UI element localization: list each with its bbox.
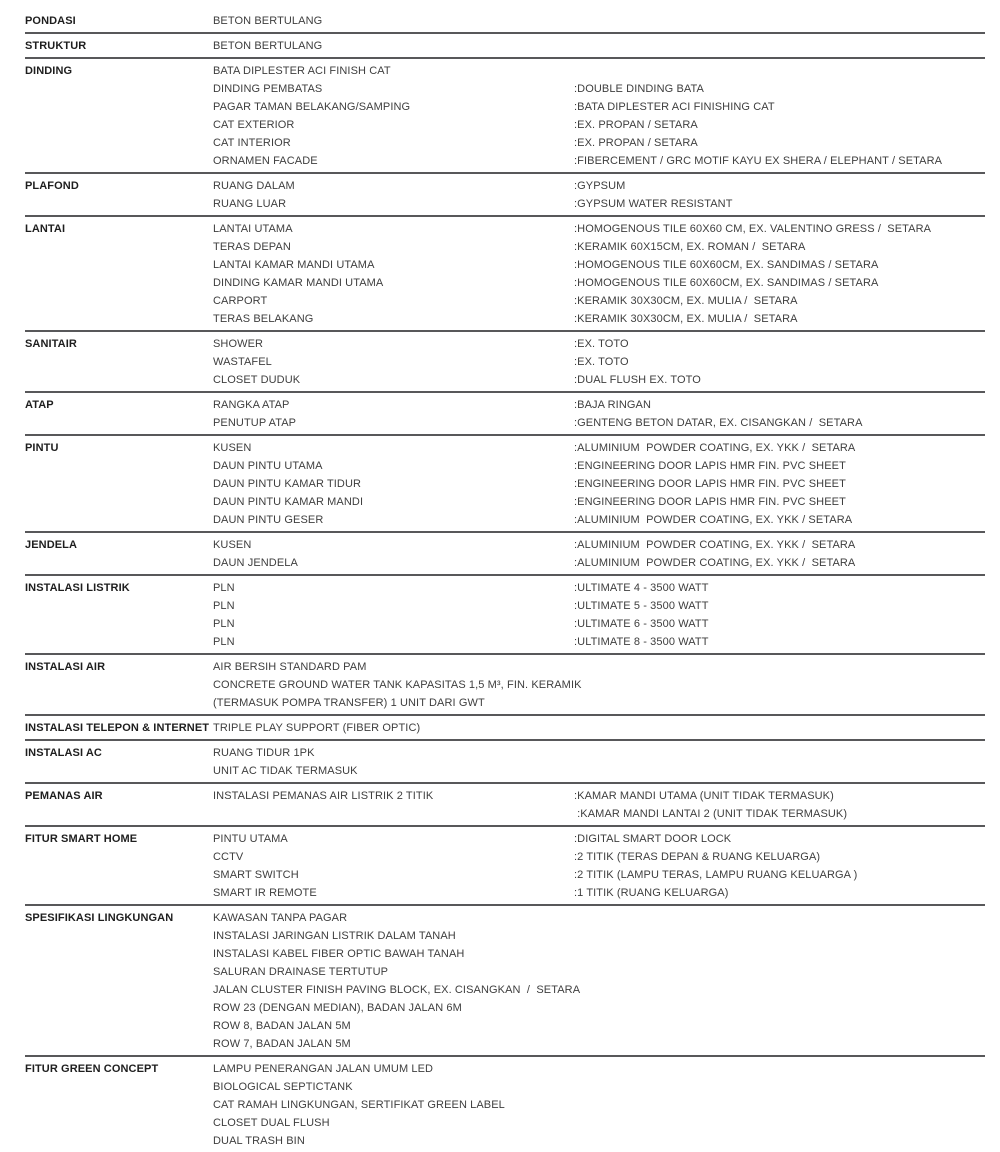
table-row (213, 1060, 985, 1078)
value-label: :DUAL FLUSH EX. TOTO (574, 374, 701, 386)
value-label (574, 694, 985, 712)
item-label: SALURAN DRAINASE TERTUTUP (213, 966, 389, 978)
table-row (213, 554, 985, 572)
table-row (213, 134, 985, 152)
value-label: :DOUBLE DINDING BATA (574, 83, 704, 95)
value-label: :ULTIMATE 5 - 3500 WATT (574, 600, 709, 612)
table-row (213, 866, 985, 884)
value-label (574, 1132, 985, 1150)
section-rows (213, 1060, 985, 1150)
value-label: :EX. PROPAN / SETARA (574, 119, 698, 131)
item-label: PENUTUP ATAP (213, 417, 297, 429)
spec-section (25, 332, 985, 393)
table-row (213, 963, 985, 981)
category-label: PINTU (25, 442, 59, 454)
spec-section (25, 393, 985, 436)
table-row (213, 1078, 985, 1096)
item-label: BETON BERTULANG (213, 15, 323, 27)
category-label: SPESIFIKASI LINGKUNGAN (25, 912, 174, 924)
item-label: DUAL TRASH BIN (213, 1135, 305, 1147)
table-row (213, 414, 985, 432)
item-label: CAT INTERIOR (213, 137, 291, 149)
value-label: :ULTIMATE 4 - 3500 WATT (574, 582, 709, 594)
value-label: :KERAMIK 30X30CM, EX. MULIA / SETARA (574, 295, 798, 307)
section-rows (213, 536, 985, 572)
item-label: TERAS BELAKANG (213, 313, 314, 325)
value-label (574, 999, 985, 1017)
table-row (213, 335, 985, 353)
value-label: :HOMOGENOUS TILE 60X60 CM, EX. VALENTINO GRESS / SETARA (574, 223, 932, 235)
value-label: :ENGINEERING DOOR LAPIS HMR FIN. PVC SHEET (574, 496, 846, 508)
item-label: RUANG DALAM (213, 180, 295, 192)
category-label: JENDELA (25, 539, 78, 551)
spec-section (25, 784, 985, 827)
section-rows (213, 62, 985, 170)
value-label: :ALUMINIUM POWDER COATING, EX. YKK / SETARA (574, 557, 856, 569)
value-label: :ENGINEERING DOOR LAPIS HMR FIN. PVC SHEET (574, 460, 846, 472)
value-label (574, 37, 985, 55)
table-row (213, 805, 985, 823)
table-row (213, 310, 985, 328)
item-label: INSTALASI KABEL FIBER OPTIC BAWAH TANAH (213, 948, 465, 960)
item-label: CAT EXTERIOR (213, 119, 295, 131)
value-label (574, 1060, 985, 1078)
table-row (213, 981, 985, 999)
item-label: UNIT AC TIDAK TERMASUK (213, 765, 358, 777)
spec-section (25, 174, 985, 217)
table-row (213, 536, 985, 554)
table-row (213, 511, 985, 529)
item-label: TRIPLE PLAY SUPPORT (FIBER OPTIC) (213, 722, 421, 734)
value-label: :BATA DIPLESTER ACI FINISHING CAT (574, 101, 775, 113)
value-label: :ULTIMATE 8 - 3500 WATT (574, 636, 709, 648)
item-label: DINDING PEMBATAS (213, 83, 323, 95)
item-label: TERAS DEPAN (213, 241, 291, 253)
value-label: :ENGINEERING DOOR LAPIS HMR FIN. PVC SHEET (574, 478, 846, 490)
section-rows (213, 37, 985, 55)
table-row (213, 1035, 985, 1053)
table-row (213, 457, 985, 475)
table-row (213, 292, 985, 310)
item-label: RANGKA ATAP (213, 399, 290, 411)
category-label: INSTALASI AIR (25, 661, 106, 673)
table-row (213, 927, 985, 945)
value-label: :ULTIMATE 6 - 3500 WATT (574, 618, 709, 630)
value-label: :FIBERCEMENT / GRC MOTIF KAYU EX SHERA / ELEPHANT / SETARA (574, 155, 943, 167)
value-label: :DIGITAL SMART DOOR LOCK (574, 833, 732, 845)
item-label: JALAN CLUSTER FINISH PAVING BLOCK, EX. CISANGKAN / SETARA (213, 984, 581, 996)
category-label: ATAP (25, 399, 54, 411)
item-label: RUANG TIDUR 1PK (213, 747, 315, 759)
table-row (213, 762, 985, 780)
table-row (213, 1132, 985, 1150)
section-rows (213, 335, 985, 389)
category-label: PONDASI (25, 15, 76, 27)
value-label: :ALUMINIUM POWDER COATING, EX. YKK / SETARA (574, 539, 856, 551)
item-label: INSTALASI JARINGAN LISTRIK DALAM TANAH (213, 930, 456, 942)
value-label: :ALUMINIUM POWDER COATING, EX. YKK / SETARA (574, 514, 853, 526)
value-label: :GYPSUM (574, 180, 626, 192)
item-label: SMART SWITCH (213, 869, 299, 881)
value-label: :ALUMINIUM POWDER COATING, EX. YKK / SETARA (574, 442, 856, 454)
value-label: :GENTENG BETON DATAR, EX. CISANGKAN / SETARA (574, 417, 863, 429)
spec-section (25, 576, 985, 655)
table-row (213, 694, 985, 712)
item-label: DAUN PINTU KAMAR TIDUR (213, 478, 362, 490)
table-row (213, 353, 985, 371)
item-label: ROW 7, BADAN JALAN 5M (213, 1038, 351, 1050)
section-rows (213, 744, 985, 780)
table-row (213, 884, 985, 902)
spec-section (25, 906, 985, 1057)
item-label: SMART IR REMOTE (213, 887, 317, 899)
table-row (213, 256, 985, 274)
category-label: INSTALASI LISTRIK (25, 582, 130, 594)
value-label: :EX. PROPAN / SETARA (574, 137, 698, 149)
section-rows (213, 658, 985, 712)
item-label: WASTAFEL (213, 356, 272, 368)
table-row (213, 98, 985, 116)
spec-section (25, 9, 985, 34)
table-row (213, 945, 985, 963)
item-label: CLOSET DUDUK (213, 374, 301, 386)
value-label: :KAMAR MANDI LANTAI 2 (UNIT TIDAK TERMASUK) (574, 808, 848, 820)
value-label: :KAMAR MANDI UTAMA (UNIT TIDAK TERMASUK) (574, 790, 834, 802)
building-specification-table (25, 0, 985, 1152)
spec-section (25, 716, 985, 741)
value-label: :EX. TOTO (574, 338, 629, 350)
table-row (213, 658, 985, 676)
item-label: PAGAR TAMAN BELAKANG/SAMPING (213, 101, 411, 113)
table-row (213, 116, 985, 134)
section-rows (213, 12, 985, 30)
table-row (213, 80, 985, 98)
value-label (574, 62, 985, 80)
item-label: (TERMASUK POMPA TRANSFER) 1 UNIT DARI GWT (213, 697, 485, 709)
item-label: DAUN PINTU KAMAR MANDI (213, 496, 364, 508)
item-label: CLOSET DUAL FLUSH (213, 1117, 330, 1129)
item-label: KUSEN (213, 442, 252, 454)
item-label: BETON BERTULANG (213, 40, 323, 52)
value-label (582, 676, 985, 694)
item-label: DAUN PINTU UTAMA (213, 460, 323, 472)
spec-section (25, 741, 985, 784)
table-row (213, 439, 985, 457)
category-label: SANITAIR (25, 338, 77, 350)
value-label (574, 945, 985, 963)
item-label: BATA DIPLESTER ACI FINISH CAT (213, 65, 391, 77)
value-label: :HOMOGENOUS TILE 60X60CM, EX. SANDIMAS / SETARA (574, 277, 879, 289)
value-label (574, 909, 985, 927)
table-row (213, 396, 985, 414)
table-row (213, 62, 985, 80)
item-label: DAUN JENDELA (213, 557, 298, 569)
value-label (574, 1078, 985, 1096)
table-row (213, 719, 985, 737)
section-rows (213, 439, 985, 529)
value-label (574, 1096, 985, 1114)
table-row (213, 633, 985, 651)
table-row (213, 475, 985, 493)
section-rows (213, 909, 985, 1053)
item-label: DAUN PINTU GESER (213, 514, 324, 526)
item-label: INSTALASI PEMANAS AIR LISTRIK 2 TITIK (213, 790, 434, 802)
table-row (213, 371, 985, 389)
item-label: ORNAMEN FACADE (213, 155, 318, 167)
table-row (213, 848, 985, 866)
table-row (213, 37, 985, 55)
item-label: PLN (213, 582, 235, 594)
category-label: INSTALASI TELEPON & INTERNET (25, 722, 210, 734)
category-label: DINDING (25, 65, 73, 77)
value-label (580, 981, 985, 999)
section-rows (213, 830, 985, 902)
value-label: :2 TITIK (TERAS DEPAN & RUANG KELUARGA) (574, 851, 821, 863)
spec-section (25, 59, 985, 174)
value-label (574, 762, 985, 780)
value-label: :EX. TOTO (574, 356, 629, 368)
section-rows (213, 579, 985, 651)
item-label: BIOLOGICAL SEPTICTANK (213, 1081, 353, 1093)
table-row (213, 1096, 985, 1114)
item-label: AIR BERSIH STANDARD PAM (213, 661, 367, 673)
table-row (213, 676, 985, 694)
value-label: :1 TITIK (RUANG KELUARGA) (574, 887, 729, 899)
item-label: SHOWER (213, 338, 264, 350)
value-label (574, 1035, 985, 1053)
section-rows (213, 396, 985, 432)
value-label: :KERAMIK 30X30CM, EX. MULIA / SETARA (574, 313, 798, 325)
table-row (213, 787, 985, 805)
table-row (213, 274, 985, 292)
table-row (213, 238, 985, 256)
item-label: PLN (213, 636, 235, 648)
spec-section (25, 655, 985, 716)
value-label: :BAJA RINGAN (574, 399, 651, 411)
section-rows (213, 220, 985, 328)
item-label: CCTV (213, 851, 244, 863)
value-label (574, 719, 985, 737)
spec-section (25, 34, 985, 59)
value-label: :HOMOGENOUS TILE 60X60CM, EX. SANDIMAS / SETARA (574, 259, 879, 271)
spec-section (25, 827, 985, 906)
table-row (213, 597, 985, 615)
table-row (213, 195, 985, 213)
value-label (574, 1114, 985, 1132)
spec-section (25, 1057, 985, 1152)
spec-section (25, 436, 985, 533)
item-label: LANTAI UTAMA (213, 223, 293, 235)
section-rows (213, 177, 985, 213)
table-row (213, 220, 985, 238)
item-label: KUSEN (213, 539, 252, 551)
item-label: LANTAI KAMAR MANDI UTAMA (213, 259, 375, 271)
table-row (213, 1017, 985, 1035)
item-label: PLN (213, 618, 235, 630)
category-label: FITUR GREEN CONCEPT (25, 1063, 159, 1075)
value-label (574, 1017, 985, 1035)
value-label (574, 12, 985, 30)
category-label: LANTAI (25, 223, 66, 235)
table-row (213, 909, 985, 927)
category-label: STRUKTUR (25, 40, 87, 52)
item-label: PLN (213, 600, 235, 612)
table-row (213, 579, 985, 597)
table-row (213, 1114, 985, 1132)
table-row (213, 830, 985, 848)
table-row (213, 152, 985, 170)
item-label: PINTU UTAMA (213, 833, 288, 845)
item-label (213, 805, 574, 823)
table-row (213, 999, 985, 1017)
table-row (213, 493, 985, 511)
value-label (574, 927, 985, 945)
category-label: PEMANAS AIR (25, 790, 103, 802)
value-label: :GYPSUM WATER RESISTANT (574, 198, 733, 210)
table-row (213, 177, 985, 195)
item-label: RUANG LUAR (213, 198, 287, 210)
item-label: CONCRETE GROUND WATER TANK KAPASITAS 1,5 M³, FIN. KERAMIK (213, 679, 582, 691)
section-rows (213, 787, 985, 823)
item-label: KAWASAN TANPA PAGAR (213, 912, 348, 924)
spec-section (25, 533, 985, 576)
category-label: FITUR SMART HOME (25, 833, 138, 845)
item-label: CAT RAMAH LINGKUNGAN, SERTIFIKAT GREEN LABEL (213, 1099, 505, 1111)
item-label: ROW 23 (DENGAN MEDIAN), BADAN JALAN 6M (213, 1002, 462, 1014)
category-label: INSTALASI AC (25, 747, 102, 759)
category-label: PLAFOND (25, 180, 79, 192)
item-label: CARPORT (213, 295, 268, 307)
item-label: ROW 8, BADAN JALAN 5M (213, 1020, 351, 1032)
table-row (213, 615, 985, 633)
value-label (574, 963, 985, 981)
table-row (213, 744, 985, 762)
table-row (213, 12, 985, 30)
value-label (574, 744, 985, 762)
value-label: :2 TITIK (LAMPU TERAS, LAMPU RUANG KELUARGA ) (574, 869, 858, 881)
item-label: LAMPU PENERANGAN JALAN UMUM LED (213, 1063, 434, 1075)
value-label: :KERAMIK 60X15CM, EX. ROMAN / SETARA (574, 241, 806, 253)
value-label (574, 658, 985, 676)
spec-section (25, 217, 985, 332)
section-rows (213, 719, 985, 737)
item-label: DINDING KAMAR MANDI UTAMA (213, 277, 384, 289)
